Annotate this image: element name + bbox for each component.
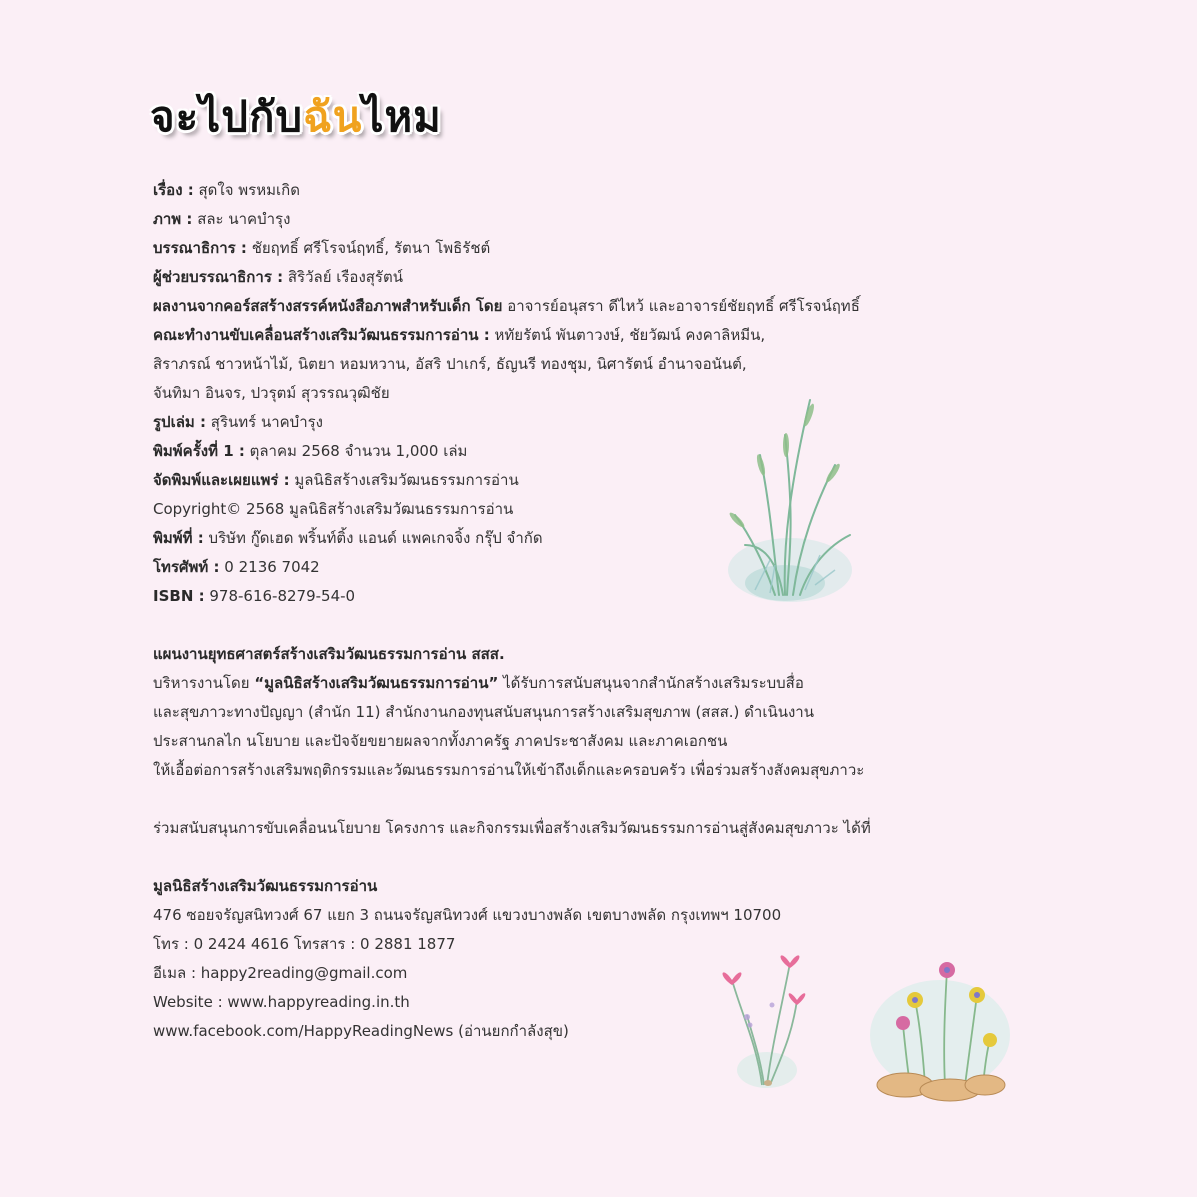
foundation-phone: โทร : 0 2424 4616 โทรสาร : 0 2881 1877	[153, 935, 456, 953]
spacer	[153, 611, 1013, 640]
spacer	[153, 785, 1013, 814]
foundation-name: มูลนิธิสร้างเสริมวัฒนธรรมการอ่าน	[153, 877, 378, 895]
credit-line: ผู้ช่วยบรรณาธิการ : สิริวัลย์ เรืองสุรัตน์	[153, 268, 403, 286]
title-end: ไหม	[362, 92, 442, 141]
credit-line: เรื่อง : สุดใจ พรหมเกิด	[153, 181, 300, 199]
credit-line: พิมพ์ครั้งที่ 1 : ตุลาคม 2568 จำนวน 1,000 เล่ม	[153, 442, 468, 460]
credit-line: คณะทำงานขับเคลื่อนสร้างเสริมวัฒนธรรมการอ่าน : หทัยรัตน์ พันตาวงษ์, ชัยวัฒน์ คงคาลิหมีน,	[153, 326, 766, 344]
credits-block	[153, 176, 1013, 1046]
plan-line: ประสานกลไก นโยบาย และปัจจัยขยายผลจากทั้งภาครัฐ ภาคประชาสังคม และภาคเอกชน	[153, 732, 728, 750]
flower-stone-illustration-icon	[865, 955, 1015, 1105]
credit-line: จันทิมา อินจร, ปวรุตม์ สุวรรณวุฒิชัย	[153, 384, 390, 402]
title-main: จะไปกับ	[150, 92, 304, 141]
plan-line: และสุขภาวะทางปัญญา (สำนัก 11) สำนักงานกองทุนสนับสนุนการสร้างเสริมสุขภาพ (สสส.) ดำเนินงาน	[153, 703, 814, 721]
title-accent: ฉัน	[303, 92, 363, 141]
foundation-address: 476 ซอยจรัญสนิทวงศ์ 67 แยก 3 ถนนจรัญสนิทวงศ์ แขวงบางพลัด เขตบางพลัด กรุงเทพฯ 10700	[153, 906, 782, 924]
credit-line: Copyright© 2568 มูลนิธิสร้างเสริมวัฒนธรรมการอ่าน	[153, 500, 514, 518]
credit-line: บรรณาธิการ : ชัยฤทธิ์ ศรีโรจน์ฤทธิ์, รัตนา โพธิรัชต์	[153, 239, 491, 257]
support-line: ร่วมสนับสนุนการขับเคลื่อนนโยบาย โครงการ และกิจกรรมเพื่อสร้างเสริมวัฒนธรรมการอ่านสู่สังคมสุขภาวะ ได้ที่	[153, 819, 871, 837]
credit-line: รูปเล่ม : สุรินทร์ นาคบำรุง	[153, 413, 323, 431]
spacer	[153, 843, 1013, 872]
credit-line: สิราภรณ์ ชาวหน้าไม้, นิตยา หอมหวาน, อัสริ ปาเกร์, ธัญนรี ทองชุม, นิศารัตน์ อำนาจอนันต์,	[153, 355, 747, 373]
pink-flower-illustration-icon	[712, 945, 832, 1095]
credit-line: จัดพิมพ์และเผยแพร่ : มูลนิธิสร้างเสริมวัฒนธรรมการอ่าน	[153, 471, 519, 489]
plan-heading: แผนงานยุทธศาสตร์สร้างเสริมวัฒนธรรมการอ่าน สสส.	[153, 645, 505, 663]
plan-line: ให้เอื้อต่อการสร้างเสริมพฤติกรรมและวัฒนธรรมการอ่านให้เข้าถึงเด็กและครอบครัว เพื่อร่วมสร้างสังคมสุขภาวะ	[153, 761, 865, 779]
credit-line: พิมพ์ที่ : บริษัท กู๊ดเฮด พริ้นท์ติ้ง แอนด์ แพคเกจจิ้ง กรุ๊ป จำกัด	[153, 529, 543, 547]
plan-line: บริหารงานโดย “มูลนิธิสร้างเสริมวัฒนธรรมการอ่าน” ได้รับการสนับสนุนจากสำนักสร้างเสริมระบบสื่อ	[153, 674, 804, 692]
grass-illustration-icon	[715, 395, 865, 610]
credit-line: ภาพ : สละ นาคบำรุง	[153, 210, 291, 228]
credit-line: ผลงานจากคอร์สสร้างสรรค์หนังสือภาพสำหรับเด็ก โดย อาจารย์อนุสรา ดีไหว้ และอาจารย์ชัยฤทธิ์ ศรีโรจน์ฤทธิ์	[153, 297, 860, 315]
book-title	[150, 84, 442, 150]
credit-line: ISBN : 978-616-8279-54-0	[153, 587, 356, 605]
foundation-website: Website : www.happyreading.in.th	[153, 993, 410, 1011]
foundation-facebook: www.facebook.com/HappyReadingNews (อ่านยกกำลังสุข)	[153, 1022, 569, 1040]
credit-line: โทรศัพท์ : 0 2136 7042	[153, 558, 320, 576]
foundation-email: อีเมล : happy2reading@gmail.com	[153, 964, 408, 982]
